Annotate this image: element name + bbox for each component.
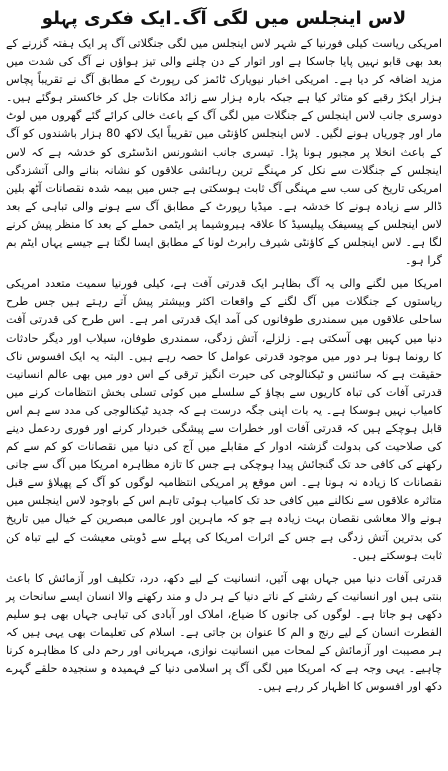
article-title: لاس اینجلس میں لگی آگ۔ایک فکری پہلو	[41, 8, 407, 29]
article-body	[6, 35, 442, 696]
article-paragraph-1: امریکی ریاست کیلی فورنیا کے شہر لاس اینجلس میں لگی جنگلاتی آگ پر ایک ہفتہ گزرنے کے بعد بھی قابو نہیں پایا جاسکا ہے اور اتوار کے دن چلنے والی تیز ہواؤں نے آگ کی شدت میں مزید اضافہ کر دیا ہے۔ امریکی اخبار نیویارک ٹائمز کی رپورٹ کے مطابق آگ نے تقریباً پچاس ہزار ایکڑ رقبے کو متاثر کیا ہے جبکہ بارہ ہزار سے زائد مکانات جل کر خاکستر ہوگئے ہیں۔ دوسری جانب لاس اینجلس کے جنگلات میں لگی آگ کے باعث خالی کرائے گئے گھروں میں لوٹ مار اور چوریاں ہونے لگیں۔ لاس اینجلس کاؤنٹی میں تقریباً ایک لاکھ 80 ہزار باشندوں کو آگ کے باعث انخلا پر مجبور ہونا پڑا۔ تیسری جانب انشورنس انڈسٹری کو خدشہ ہے کہ لاس اینجلس کے جنگلات سے نکل کر مہنگے ترین رہائشی علاقوں کو نشانہ بنانے والی آتشزدگی امریکی تاریخ کی سب سے مہنگی آگ ثابت ہوسکتی ہے جس میں بیمہ شدہ نقصانات آٹھ بلین ڈالر سے زیادہ ہونے کا خدشہ ہے۔ میڈیا رپورٹ کے مطابق آگ سے ہونے والی تباہی کے بعد لاس اینجلس کے پیسیفک پیلیسیڈ کا علاقہ ہیروشیما پر ایٹمی حملے کے بعد کا منظر پیش کرنے لگا ہے۔ لاس اینجلس کے کاؤنٹی شیرف رابرٹ لونا کے مطابق ایسا لگتا ہے جیسے یہاں ایٹم بم گرا ہو۔	[6, 37, 442, 268]
article-paragraph-2: امریکا میں لگنے والی یہ آگ بظاہر ایک قدرتی آفت ہے، کیلی فورنیا سمیت متعدد امریکی ریاستوں کے جنگلات میں آگ لگنے کے واقعات اکثر وبیشتر پیش آتے رہتے ہیں جس طرح ساحلی علاقوں میں سمندری طوفانوں کی آمد ایک قدرتی امر ہے۔ اس طرح کی قدرتی آفت دنیا میں کہیں بھی آسکتی ہے۔ زلزلے، آتش زدگی، سمندری طوفان، سیلاب اور دیگر حادثات کا رونما ہونا ہر دور میں موجود قدرتی عوامل کا حصہ رہے ہیں۔ البتہ یہ ایک افسوس ناک حقیقت ہے کہ سائنس و ٹیکنالوجی کی حیرت انگیز ترقی کے اس دور میں بھی عالم انسانیت قدرتی آفات کی تباہ کاریوں سے بچاؤ کے سلسلے میں کوئی تسلی بخش انتظامات کرنے میں کامیاب نہیں ہوسکا ہے۔ یہ بات اپنی جگہ درست ہے کہ جدید ٹیکنالوجی کی مدد سے ہم اس قابل ہوچکے ہیں کہ قدرتی آفات اور خطرات سے پیشگی خبردار کرنے اور فوری ردعمل دینے کی صلاحیت کی بدولت گزشتہ ادوار کے مقابلے میں آج کی دنیا میں نقصانات کو کم سے کم رکھنے کی کافی حد تک گنجائش پیدا ہوچکی ہے جس کا تازہ مظاہرہ امریکا میں آگ سے جانی نقصانات کا زیادہ نہ ہونا ہے۔ اس موقع پر امریکی انتظامیہ لوگوں کو آگ کے پھیلاؤ سے قبل متاثرہ علاقوں سے نکالنے میں کافی حد تک کامیاب ہوئی تاہم اس کے باوجود لاس اینجلس میں ہونے والا معاشی نقصان بہت زیادہ ہے جو کہ ماہرین اور عالمی مبصرین کے خیال میں تاریخ کی بدترین آتش زدگی ہے جس کے اثرات امریکا کی پہلے سے ڈوبتی معیشت کے لیے تباہ کن ثابت ہوسکتے ہیں۔	[6, 277, 442, 562]
article-paragraph-3: قدرتی آفات دنیا میں جہاں بھی آئیں، انسانیت کے لیے دکھ، درد، تکلیف اور آزمائش کا باعث بنتی ہیں اور انسانیت کے رشتے کے ناتے دنیا کے ہر دل و مند رکھنے والا انسان ایسے سانحات پر دکھی ہو جاتا ہے۔ لوگوں کی جانوں کا ضیاع، املاک اور آبادی کی تباہی جہاں بھی ہو سلیم الفطرت انسان کے لیے رنج و الم کا عنوان بن جاتی ہے۔ اسلام کی تعلیمات بھی یہی ہیں کہ ہر مصیبت اور آزمائش کے لمحات میں انسانیت نوازی، مہربانی اور رحم دلی کا مظاہرہ کرنا چاہیے۔ یہی وجہ ہے کہ امریکا میں لگی آگ پر اسلامی دنیا کے فہمیدہ و سنجیدہ حلقے گہرے دکھ اور افسوس کا اظہار کر رہے ہیں۔	[6, 571, 442, 694]
